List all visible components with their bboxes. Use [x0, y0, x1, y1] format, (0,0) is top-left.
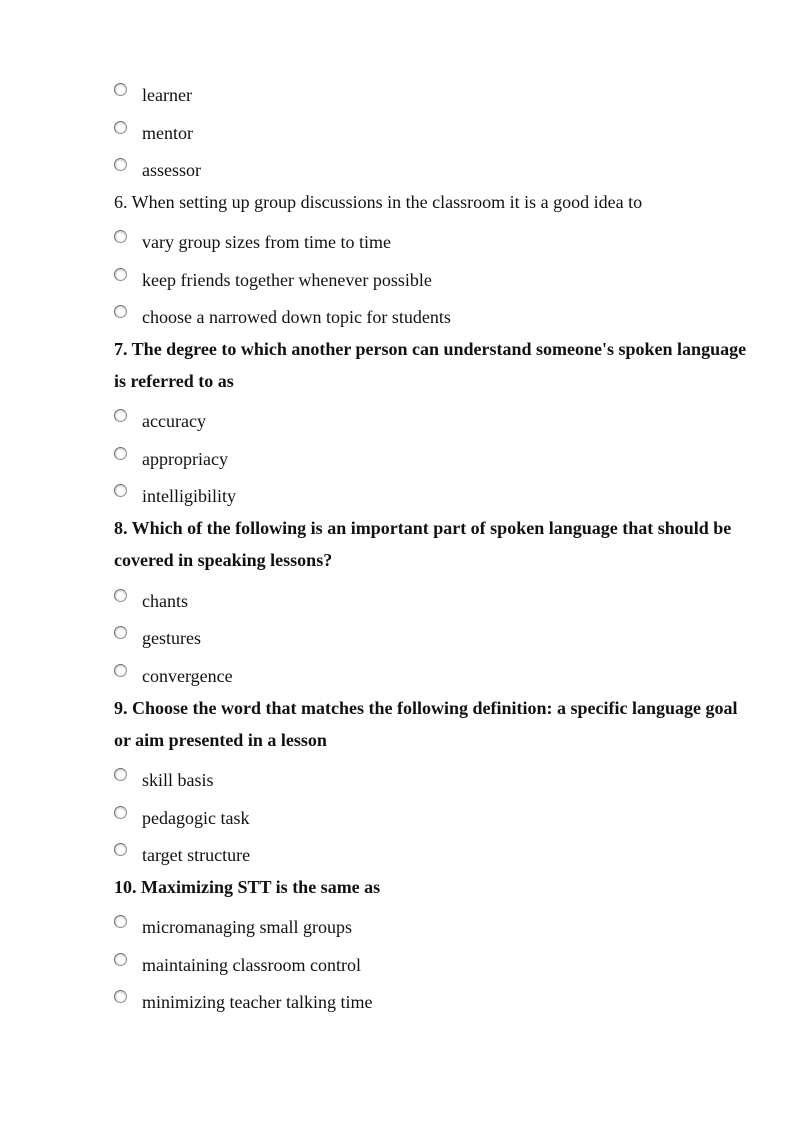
radio-button[interactable] — [114, 121, 127, 134]
option-label: mentor — [142, 123, 193, 143]
option-q7-c[interactable] — [114, 484, 714, 512]
radio-button[interactable] — [114, 626, 127, 639]
radio-button[interactable] — [114, 915, 127, 928]
question-7: 7. The degree to which another person can understand someone's spoken language is referred to as — [114, 339, 747, 391]
option-q5-b[interactable] — [114, 121, 714, 149]
option-q9-a[interactable] — [114, 768, 714, 796]
option-q10-a[interactable] — [114, 915, 714, 943]
option-label: appropriacy — [142, 449, 228, 469]
option-label: skill basis — [142, 770, 214, 790]
radio-button[interactable] — [114, 305, 127, 318]
option-q7-a[interactable] — [114, 409, 714, 437]
option-label: minimizing teacher talking time — [142, 992, 373, 1012]
option-q6-a[interactable] — [114, 230, 714, 258]
option-q5-c[interactable] — [114, 158, 714, 186]
option-q7-b[interactable] — [114, 447, 714, 475]
option-label: gestures — [142, 628, 201, 648]
option-q10-c[interactable] — [114, 990, 714, 1018]
radio-button[interactable] — [114, 768, 127, 781]
option-q9-c[interactable] — [114, 843, 714, 871]
option-label: chants — [142, 591, 188, 611]
radio-button[interactable] — [114, 409, 127, 422]
option-label: vary group sizes from time to time — [142, 232, 391, 252]
option-label: keep friends together whenever possible — [142, 270, 432, 290]
option-label: choose a narrowed down topic for students — [142, 307, 451, 327]
radio-button[interactable] — [114, 447, 127, 460]
option-label: learner — [142, 85, 192, 105]
option-label: convergence — [142, 666, 233, 686]
option-label: micromanaging small groups — [142, 917, 352, 937]
option-label: target structure — [142, 845, 251, 865]
option-label: maintaining classroom control — [142, 955, 361, 975]
radio-button[interactable] — [114, 990, 127, 1003]
option-label: pedagogic task — [142, 808, 250, 828]
option-q6-b[interactable] — [114, 268, 714, 296]
question-10: 10. Maximizing STT is the same as — [114, 877, 381, 897]
option-label: assessor — [142, 160, 201, 180]
option-q8-c[interactable] — [114, 664, 714, 692]
radio-button[interactable] — [114, 230, 127, 243]
option-q8-a[interactable] — [114, 589, 714, 617]
radio-button[interactable] — [114, 806, 127, 819]
option-q5-a[interactable] — [114, 83, 714, 111]
radio-button[interactable] — [114, 843, 127, 856]
radio-button[interactable] — [114, 664, 127, 677]
radio-button[interactable] — [114, 953, 127, 966]
option-label: intelligibility — [142, 486, 236, 506]
radio-button[interactable] — [114, 589, 127, 602]
radio-button[interactable] — [114, 158, 127, 171]
question-8: 8. Which of the following is an important part of spoken language that should be covered in speaking lessons? — [114, 518, 732, 570]
option-q6-c[interactable] — [114, 305, 714, 333]
radio-button[interactable] — [114, 484, 127, 497]
option-q9-b[interactable] — [114, 806, 714, 834]
radio-button[interactable] — [114, 83, 127, 96]
question-9: 9. Choose the word that matches the following definition: a specific language goal or aim presented in a lesson — [114, 698, 738, 750]
radio-button[interactable] — [114, 268, 127, 281]
option-q8-b[interactable] — [114, 626, 714, 654]
option-label: accuracy — [142, 411, 206, 431]
question-6: 6. When setting up group discussions in the classroom it is a good idea to — [114, 192, 643, 212]
option-q10-b[interactable] — [114, 953, 714, 981]
